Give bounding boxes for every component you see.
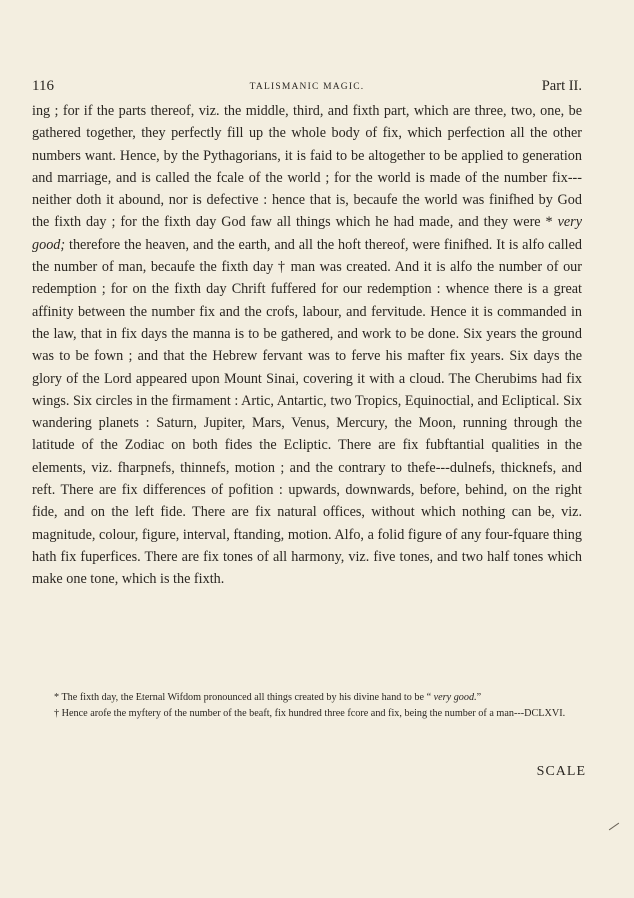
running-title: TALISMANIC MAGIC. [249, 82, 365, 92]
emphasis-very-good: very good; [32, 214, 582, 253]
catchword: SCALE [536, 764, 586, 779]
part-label: Part II. [541, 78, 582, 94]
footnote-2: † Hence arofe the myftery of the number of the beaft, fix hundred three fcore and fix, being the number of a man---DCLXVI. [54, 708, 566, 719]
footnotes [32, 690, 584, 722]
footnote-1-emphasis: very good. [433, 692, 477, 703]
page-number: 116 [32, 78, 54, 94]
footnote-1 [32, 690, 584, 706]
footnote-1-text: * The fixth day, the Eternal Wifdom pronounced all things created by his divine hand to be “ [54, 692, 434, 703]
footnote-1-close-quote: ” [476, 692, 482, 703]
page-header [32, 78, 582, 100]
margin-mark [609, 823, 619, 831]
body-text-part-2: therefore the heaven, and the earth, and all the hoft thereof, were finifhed. It is alfo called the number of man, becaufe the fixth day † man was created. And it is alfo the number of our redemption ; for on the fixth day Chrift fuffered for our redemption : whence there is a great affinity between the number fix and the crofs, labour, and fervitude. Hence it is commanded in the law, that in fix days the manna is to be gathered, and work to be done. Six years the ground was to be fown ; and that the Hebrew fervant was to ferve his mafter fix years. Six days the glory of the Lord appeared upon Mount Sinai, covering it with a cloud. The Cherubims had fix wings. Six circles in the firmament : Artic, Antartic, two Tropics, Equinoctial, and Ecliptical. Six wandering planets : Saturn, Jupiter, Mars, Venus, Mercury, the Moon, running through the latitude of the Zodiac on both fides the Ecliptic. There are fix fubftantial qualities in the elements, viz. fharpnefs, thinnefs, motion ; and the contrary to thefe---dulnefs, thicknefs, and reft. There are fix differences of pofition : upwards, downwards, before, behind, on the right fide, and on the left fide. There are fix natural offices, without which nothing can be, viz. magnitude, colour, figure, interval, ftanding, motion. Alfo, a folid figure of any four-fquare thing hath fix fuperfices. There are fix tones of all harmony, viz. five tones, and two half tones which make one tone, which is the fixth. [32, 236, 582, 588]
body-text [32, 100, 582, 591]
body-text-part-1: ing ; for if the parts thereof, viz. the middle, third, and fixth part, which are three, two, one, be gathered together, they perfectly fill up the whole body of fix, which perfection all the other numbers want. Hence, by the Pythagorians, it is faid to be altogether to be applied to generation and marriage, and is called the fcale of the world ; for the world is made of the number fix---neither doth it abound, nor is defective : hence that is, becaufe the world was finifhed by God the fixth day ; for the fixth day God faw all things which he had made, and they were * [32, 103, 582, 231]
